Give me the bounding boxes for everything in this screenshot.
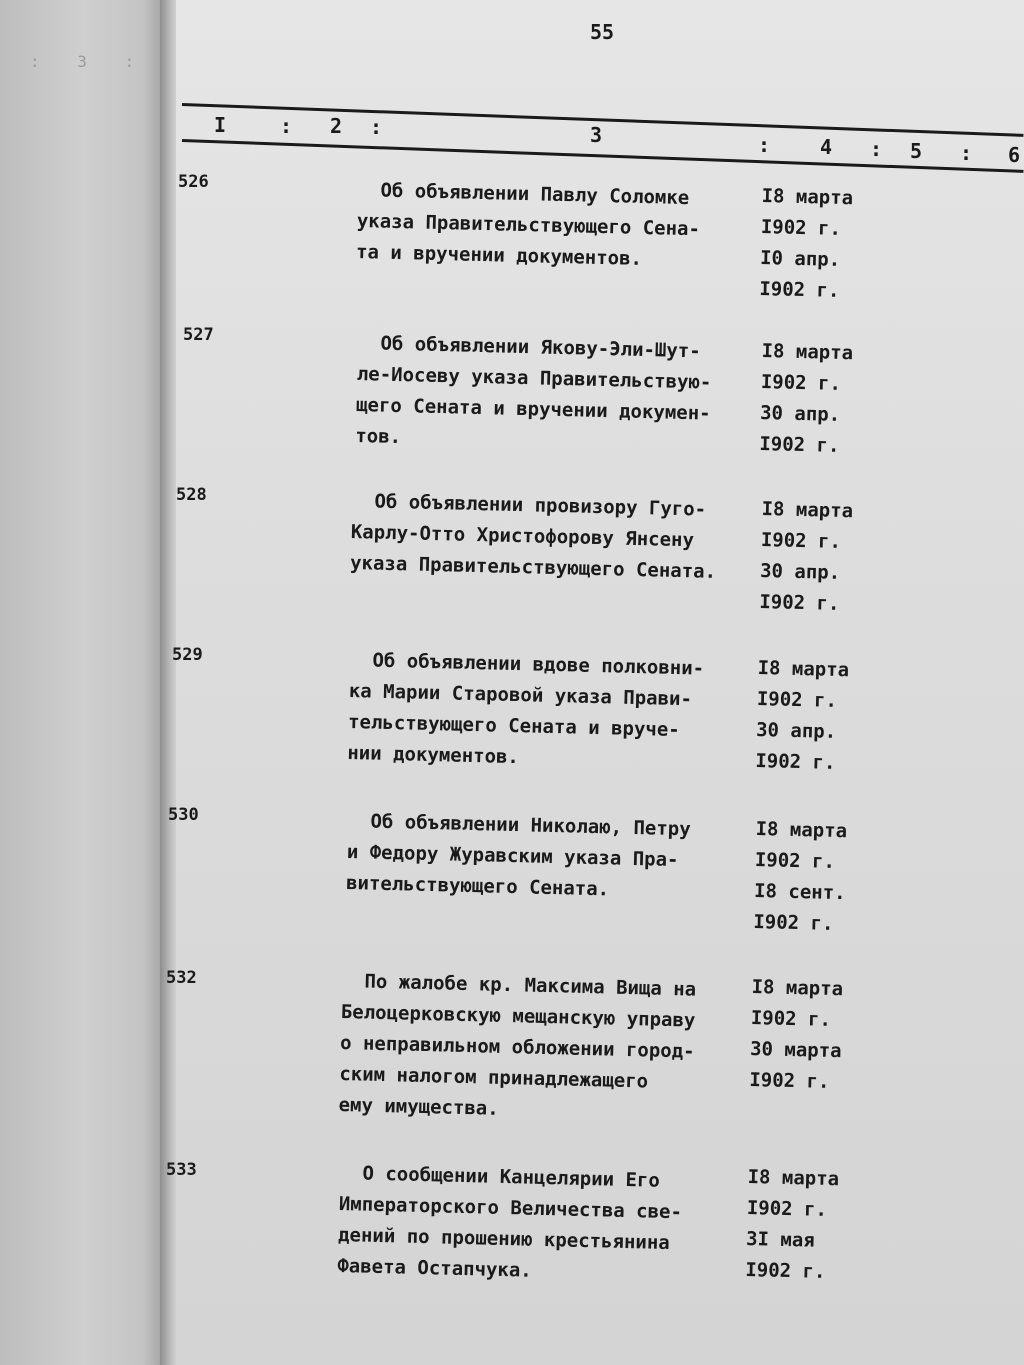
entry-description: Об объявлении Якову-Эли-Шут- ле-Иосеву указа Правительствую- щего Сената и вручении докумен- тов. bbox=[355, 331, 712, 449]
entry-number: 528 bbox=[176, 485, 207, 505]
page-number: 55 bbox=[590, 20, 615, 44]
col-header-5: 5 bbox=[910, 139, 923, 163]
entry-number: 532 bbox=[166, 968, 197, 988]
entry-dates: I8 марта I902 г. 30 апр. I902 г. bbox=[759, 497, 854, 615]
entry-description: Об объявлении провизору Гуго- Карлу-Отто Христофорову Янсену указа Правительствующего Сената. bbox=[349, 489, 717, 583]
entry-dates: I8 марта I902 г. 30 апр. I902 г. bbox=[755, 656, 850, 774]
entry-number: 527 bbox=[183, 325, 214, 345]
col-header-sep: : bbox=[280, 114, 293, 138]
entry-dates: I8 марта I902 г. I0 апр. I902 г. bbox=[759, 184, 854, 302]
col-header-2: 2 bbox=[330, 114, 343, 138]
entry-number: 533 bbox=[166, 1160, 197, 1180]
entry-number: 526 bbox=[178, 172, 209, 192]
col-header-sep: : bbox=[960, 141, 973, 165]
col-header-6: 6 bbox=[1008, 143, 1021, 167]
left-page-bleed-text: : 3 : bbox=[30, 52, 149, 71]
col-header-sep: : bbox=[370, 115, 383, 139]
entry-description: Об объявлении вдове полковни- ка Марии Старовой указа Прави- тельствующего Сената и вруче- нии документов. bbox=[347, 648, 705, 769]
entry-dates: I8 марта I902 г. 30 апр. I902 г. bbox=[759, 339, 854, 457]
entry-number: 530 bbox=[168, 805, 199, 825]
entry-description: По жалобе кр. Максима Вища на Белоцерковскую мещанскую управу о неправильном обложении город- ским налогом принадлежащего ему имущества. bbox=[338, 969, 697, 1120]
entry-dates: I8 марта I902 г. I8 сент. I902 г. bbox=[753, 817, 848, 935]
left-page bbox=[0, 0, 168, 1365]
entry-description: Об объявлении Павлу Соломке указа Правительствующего Сена- та и вручении документов. bbox=[355, 178, 701, 270]
col-header-sep: : bbox=[870, 137, 883, 161]
entry-description: Об объявлении Николаю, Петру и Федору Журавским указа Пра- вительствующего Сената. bbox=[345, 809, 691, 901]
col-header-4: 4 bbox=[820, 135, 833, 159]
entry-number: 529 bbox=[172, 645, 203, 665]
col-header-1: I bbox=[214, 113, 227, 137]
entry-dates: I8 марта I902 г. 30 марта I902 г. bbox=[749, 975, 844, 1093]
entry-description: О сообщении Канцелярии Его Императорского Величества све- дений по прошению крестьянина Фавета Остапчука. bbox=[337, 1161, 683, 1282]
col-header-3: 3 bbox=[590, 123, 603, 147]
entry-dates: I8 марта I902 г. 3I мая I902 г. bbox=[745, 1165, 840, 1283]
col-header-sep: : bbox=[758, 133, 771, 157]
